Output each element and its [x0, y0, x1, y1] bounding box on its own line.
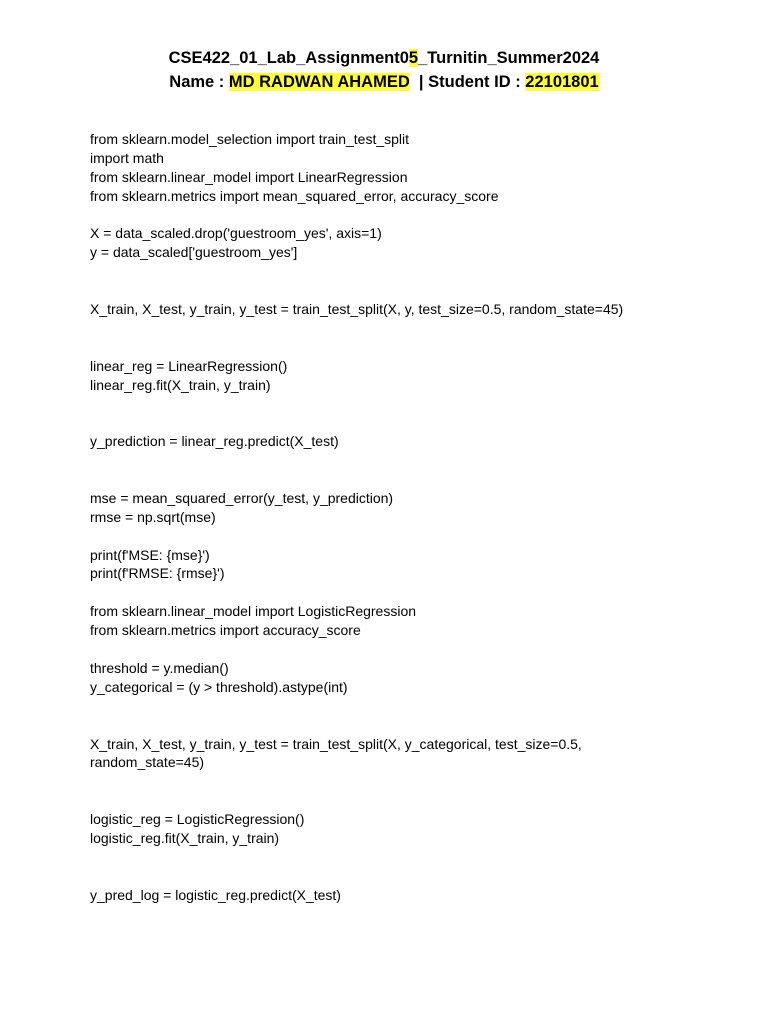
code-line: [90, 206, 690, 225]
code-line: from sklearn.model_selection import train_test_split: [90, 131, 410, 147]
student-id: 22101801: [525, 73, 599, 91]
document-header: [0, 46, 768, 94]
code-line: [90, 527, 690, 546]
code-line: y_prediction = linear_reg.predict(X_test): [90, 433, 339, 450]
code-line: [90, 281, 690, 300]
code-line: [90, 338, 690, 357]
code-line: print(f'RMSE: {rmse}'): [90, 565, 225, 582]
code-line: import math: [90, 149, 164, 166]
code-line: [90, 451, 690, 470]
code-line: [90, 470, 690, 489]
code-line: linear_reg.fit(X_train, y_train): [90, 376, 271, 393]
code-line: from sklearn.metrics import accuracy_score: [90, 622, 361, 639]
code-line: [90, 716, 690, 735]
student-id-label: | Student ID :: [409, 73, 526, 91]
code-line: [90, 262, 690, 281]
code-line: [90, 848, 690, 867]
code-line: logistic_reg.fit(X_train, y_train): [90, 829, 280, 846]
code-line: [90, 791, 690, 810]
code-line: [90, 413, 690, 432]
code-line: y_pred_log = logistic_reg.predict(X_test): [90, 886, 341, 903]
code-line: X_train, X_test, y_train, y_test = train_test_split(X, y_categorical, test_size=0.5,: [90, 735, 582, 752]
code-line: y = data_scaled['guestroom_yes']: [90, 244, 298, 261]
student-info-line: [0, 70, 768, 94]
code-line: X_train, X_test, y_train, y_test = train_test_split(X, y, test_size=0.5, random_state=45): [90, 301, 624, 318]
code-line: [90, 583, 690, 602]
code-line: [90, 394, 690, 413]
student-name: MD RADWAN AHAMED: [228, 73, 410, 91]
code-line: y_categorical = (y > threshold).astype(int): [90, 678, 348, 695]
code-line: threshold = y.median(): [90, 659, 229, 676]
code-line: print(f'MSE: {mse}'): [90, 546, 210, 563]
code-line: mse = mean_squared_error(y_test, y_prediction): [90, 489, 394, 506]
code-line: [90, 319, 690, 338]
title-prefix: CSE422_01_Lab_Assignment0: [168, 49, 409, 67]
code-line: [90, 867, 690, 886]
code-line: [90, 697, 690, 716]
code-line: linear_reg = LinearRegression(): [90, 357, 288, 374]
assignment-title: [0, 46, 768, 70]
name-label: Name :: [169, 73, 229, 91]
code-line: [90, 640, 690, 659]
code-line: random_state=45): [90, 754, 205, 771]
code-line: [90, 772, 690, 791]
code-line: from sklearn.linear_model import LogisticRegression: [90, 603, 417, 620]
code-block: [90, 130, 690, 905]
code-line: from sklearn.metrics import mean_squared_error, accuracy_score: [90, 187, 499, 204]
code-line: rmse = np.sqrt(mse): [90, 508, 216, 525]
code-line: X = data_scaled.drop('guestroom_yes', axis=1): [90, 225, 382, 242]
title-highlight: 5: [408, 49, 419, 67]
title-suffix: _Turnitin_Summer2024: [418, 49, 600, 67]
code-line: from sklearn.linear_model import LinearRegression: [90, 168, 408, 185]
code-line: logistic_reg = LogisticRegression(): [90, 811, 305, 828]
